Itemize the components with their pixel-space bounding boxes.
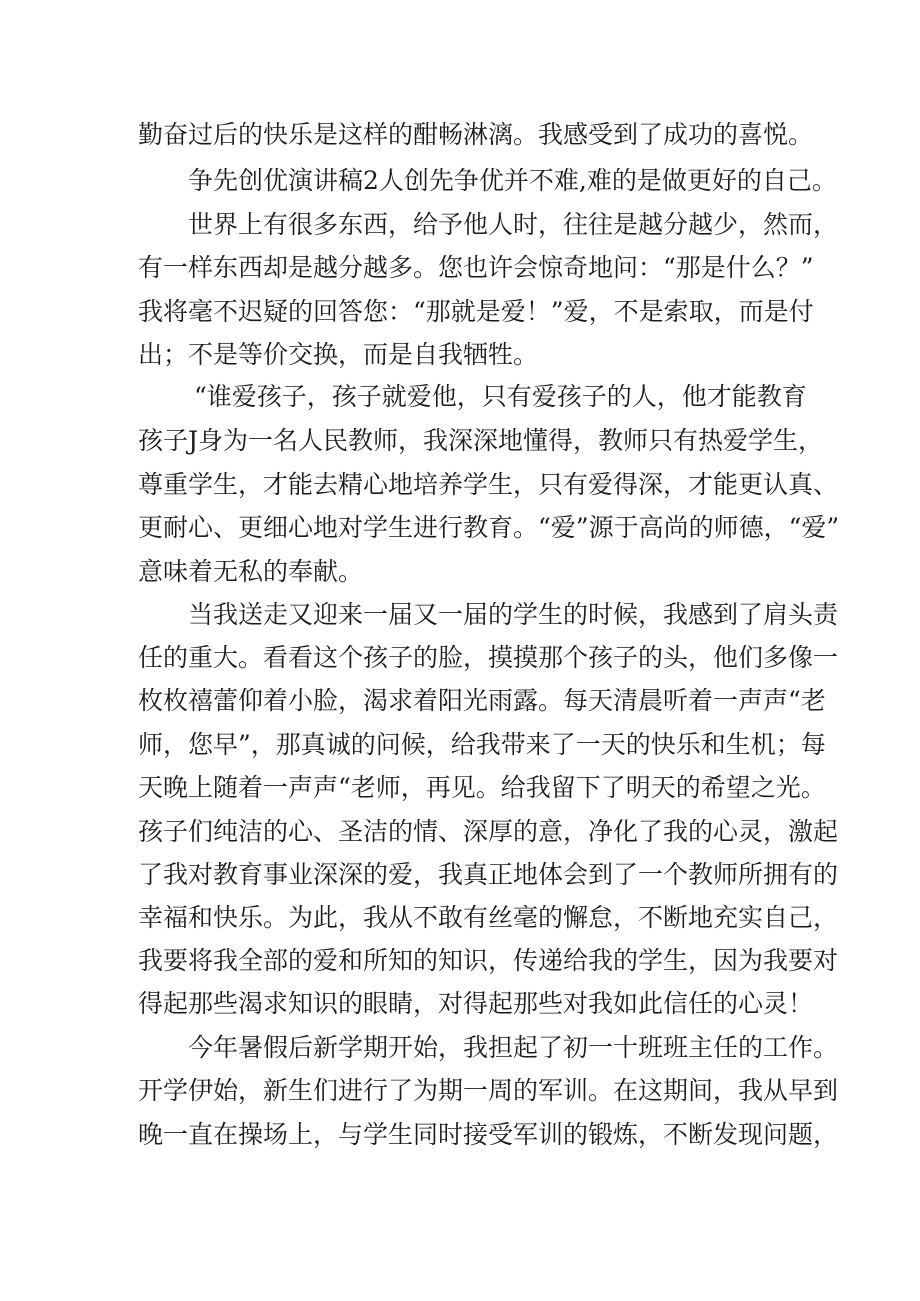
text-line: 师，您早”，那真诚的问候，给我带来了一天的快乐和生机；每 <box>138 730 826 759</box>
text-line: 我要将我全部的爱和所知的知识，传递给我的学生，因为我要对 <box>138 946 839 975</box>
text-line: 孩子J身为一名人民教师，我深深地懂得，教师只有热爱学生， <box>138 426 824 455</box>
text-line: 有一样东西却是越分越多。您也许会惊奇地问：“那是什么？” <box>138 253 814 282</box>
text-line: 得起那些渴求知识的眼睛，对得起那些对我如此信任的心灵！ <box>138 989 814 1018</box>
text-line: 我将毫不迟疑的回答您：“那就是爱！”爱，不是索取，而是付 <box>138 297 814 326</box>
text-line: “谁爱孩子，孩子就爱他，只有爱孩子的人，他才能教育 <box>194 382 807 411</box>
text-line: 当我送走又迎来一届又一届的学生的时候，我感到了肩头责 <box>188 600 839 629</box>
text-line: 任的重大。看看这个孩子的脸，摸摸那个孩子的头，他们多像一 <box>138 643 839 672</box>
text-line: 今年暑假后新学期开始，我担起了初一十班班主任的工作。 <box>188 1033 839 1062</box>
text-line: 天晚上随着一声声“老师，再见。给我留下了明天的希望之光。 <box>138 773 826 802</box>
text-line: 更耐心、更细心地对学生进行教育。“爱”源于高尚的师德，“爱” <box>138 513 840 542</box>
text-line: 世界上有很多东西，给予他人时，往往是越分越少，然而， <box>188 210 839 239</box>
text-line: 争先创优演讲稿2人创先争优并不难,难的是做更好的自己。 <box>188 166 837 195</box>
text-line: 幸福和快乐。为此，我从不敢有丝毫的懈怠，不断地充实自己， <box>138 903 839 932</box>
text-line: 了我对教育事业深深的爱，我真正地体会到了一个教师所拥有的 <box>138 860 839 889</box>
text-line: 枚枚禧蕾仰着小脸，渴求着阳光雨露。每天清晨听着一声声“老 <box>138 686 826 715</box>
text-line: 开学伊始，新生们进行了为期一周的军训。在这期间，我从早到 <box>138 1076 839 1105</box>
text-line: 孩子们纯洁的心、圣洁的情、深厚的意，净化了我的心灵，激起 <box>138 817 839 846</box>
text-line: 尊重学生，才能去精心地培养学生，只有爱得深，才能更认真、 <box>138 470 839 499</box>
text-line: 勤奋过后的快乐是这样的酣畅淋漓。我感受到了成功的喜悦。 <box>138 120 814 149</box>
text-line: 晚一直在操场上，与学生同时接受军训的锻炼，不断发现问题， <box>138 1120 839 1149</box>
text-line: 意味着无私的奉献。 <box>138 557 364 586</box>
text-line: 出；不是等价交换，而是自我牺牲。 <box>138 340 539 369</box>
